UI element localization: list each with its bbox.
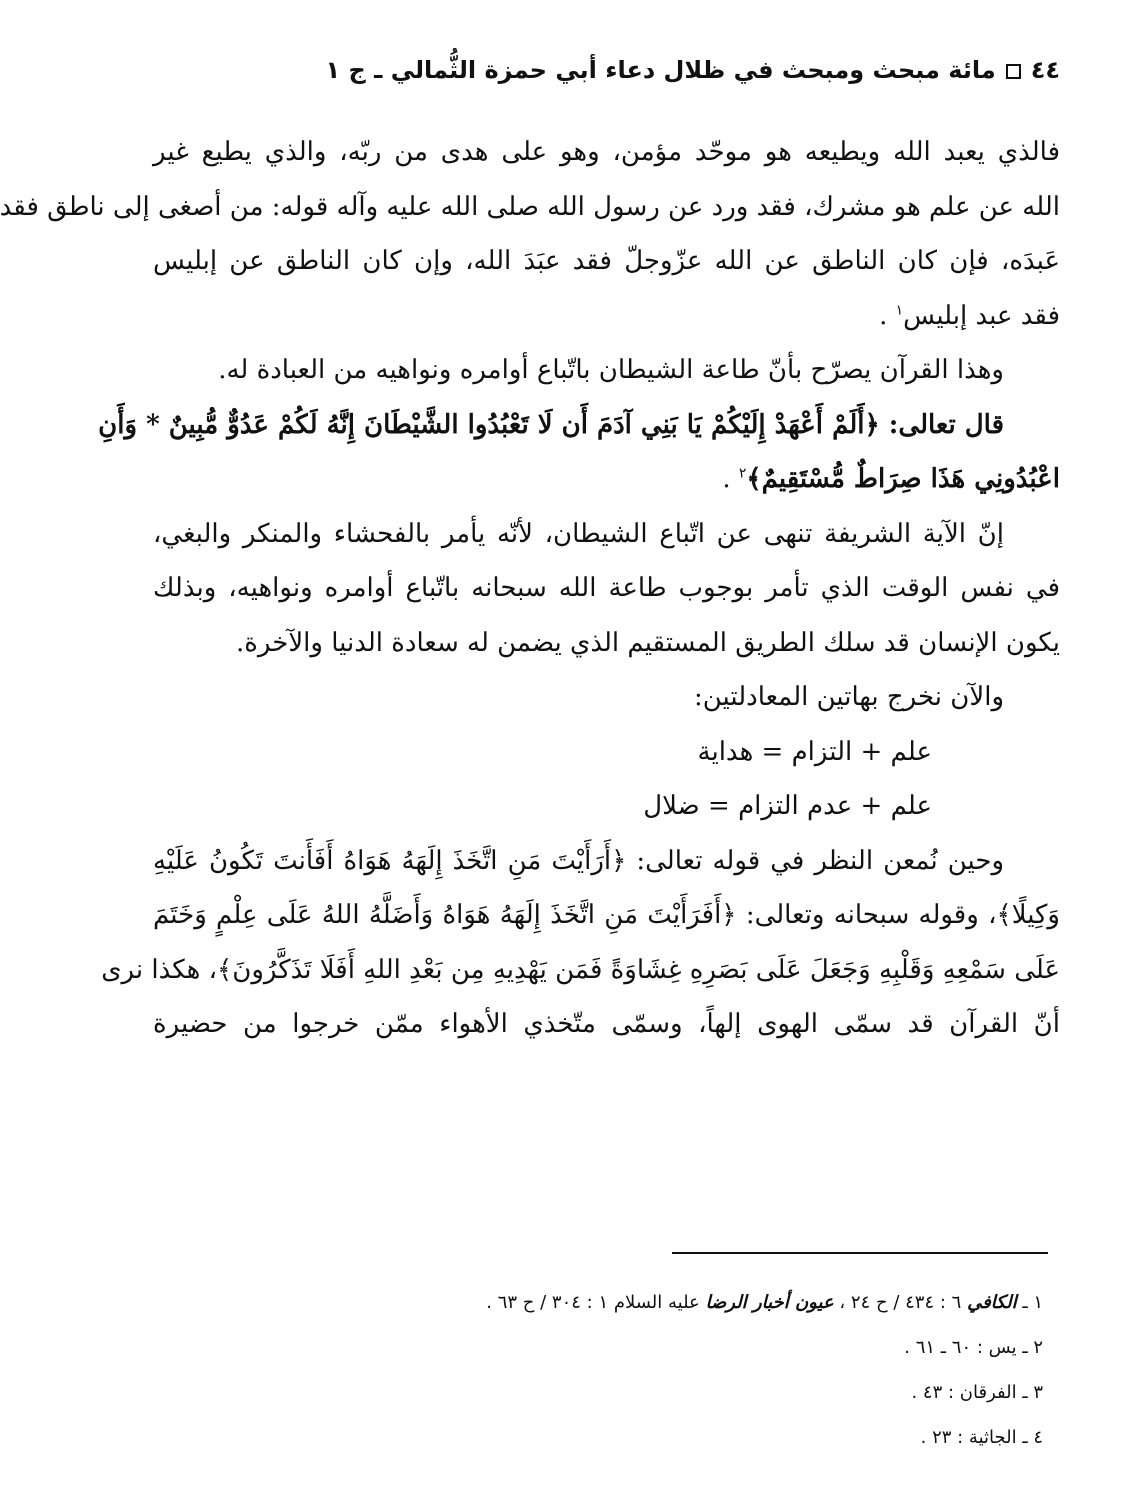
text-line: أنّ القرآن قد سمّى الهوى إلهاً، وسمّى متّخذي الأهواء ممّن خرجوا من حضيرة bbox=[153, 1009, 1060, 1039]
equation-line: علم + التزام = هداية bbox=[697, 736, 932, 767]
paragraph-start: وهذا القرآن يصرّح بأنّ طاعة الشيطان باتّباع أوامره ونواهيه من العبادة له. bbox=[218, 355, 1004, 385]
book-title: مائة مبحث ومبحث في ظلال دعاء أبي حمزة الثُّمالي ـ ج ١ bbox=[325, 56, 996, 84]
footnotes bbox=[143, 1280, 1043, 1460]
paragraph-start: والآن نخرج بهاتين المعادلتين: bbox=[693, 682, 1004, 712]
quran-quote-line: اعْبُدُونِي هَذَا صِرَاطٌ مُّسْتَقِيمٌ﴾$^٢$ . bbox=[722, 464, 1060, 494]
footnote-item: ٤ ـ الجاثية : ٢٣ . bbox=[920, 1427, 1043, 1448]
footnote-item: ١ ـ الكافي ٦ : ٤٣٤ / ح ٢٤ ، عيون أخبار الرضا عليه السلام ١ : ٣٠٤ / ح ٦٣ . bbox=[486, 1292, 1043, 1313]
main-text bbox=[0, 125, 1060, 1052]
footnote-divider bbox=[672, 1252, 1048, 1254]
text-line: الله عن علم هو مشرك، فقد ورد عن رسول الله صلى الله عليه وآله قوله: من أصغى إلى ناطق فقد bbox=[0, 191, 1060, 222]
page-header bbox=[137, 50, 1060, 90]
page-number: ٤٤ bbox=[1030, 56, 1060, 84]
quran-quote-line: قال تعالى: ﴿أَلَمْ أَعْهَدْ إِلَيْكُمْ يَا بَنِي آدَمَ أَن لَا تَعْبُدُوا الشَّيْطَانَ إِنَّهُ لَكُمْ عَدُوٌّ مُّبِينٌ * وَأَنِ bbox=[98, 409, 1004, 440]
text-line: عَلَى سَمْعِهِ وَقَلْبِهِ وَجَعَلَ عَلَى بَصَرِهِ غِشَاوَةً فَمَن يَهْدِيهِ مِن بَعْدِ اللهِ أَفَلَا تَذَكَّرُونَ﴾، هكذا نرى bbox=[101, 954, 1060, 985]
paragraph-start: وحين نُمعن النظر في قوله تعالى: ﴿أَرَأَيْتَ مَنِ اتَّخَذَ إِلَهَهُ هَوَاهُ أَفَأَنتَ تَكُونُ عَلَيْهِ bbox=[153, 845, 1004, 876]
footnote-item: ٢ ـ يس : ٦٠ ـ ٦١ . bbox=[904, 1337, 1043, 1358]
text-line: فالذي يعبد الله ويطيعه هو موحّد مؤمن، وهو على هدى من ربّه، والذي يطيع غير bbox=[153, 137, 1060, 167]
footnote-ref: ٢ bbox=[738, 465, 747, 482]
text-line: يكون الإنسان قد سلك الطريق المستقيم الذي يضمن له سعادة الدنيا والآخرة. bbox=[236, 627, 1060, 658]
paragraph-start: إنّ الآية الشريفة تنهى عن اتّباع الشيطان، لأنّه يأمر بالفحشاء والمنكر والبغي، bbox=[153, 518, 1004, 549]
text-line: فقد عبد إبليس$^١$ . bbox=[879, 300, 1060, 331]
equation-line: علم + عدم التزام = ضلال bbox=[643, 791, 932, 821]
text-line: عَبدَه، فإن كان الناطق عن الله عزّوجلّ فقد عبَدَ الله، وإن كان الناطق عن إبليس bbox=[153, 246, 1060, 276]
text-line: وَكِيلًا﴾، وقوله سبحانه وتعالى: ﴿أَفَرَأَيْتَ مَنِ اتَّخَذَ إِلَهَهُ هَوَاهُ وَأَضَلَّهُ اللهُ عَلَى عِلْمٍ وَخَتَمَ bbox=[153, 900, 1060, 930]
footnote-item: ٣ ـ الفرقان : ٤٣ . bbox=[911, 1382, 1043, 1403]
text-line: في نفس الوقت الذي تأمر بوجوب طاعة الله سبحانه باتّباع أوامره ونواهيه، وبذلك bbox=[153, 573, 1060, 603]
square-bullet-icon bbox=[1006, 64, 1021, 79]
footnote-ref: ١ bbox=[895, 301, 904, 318]
